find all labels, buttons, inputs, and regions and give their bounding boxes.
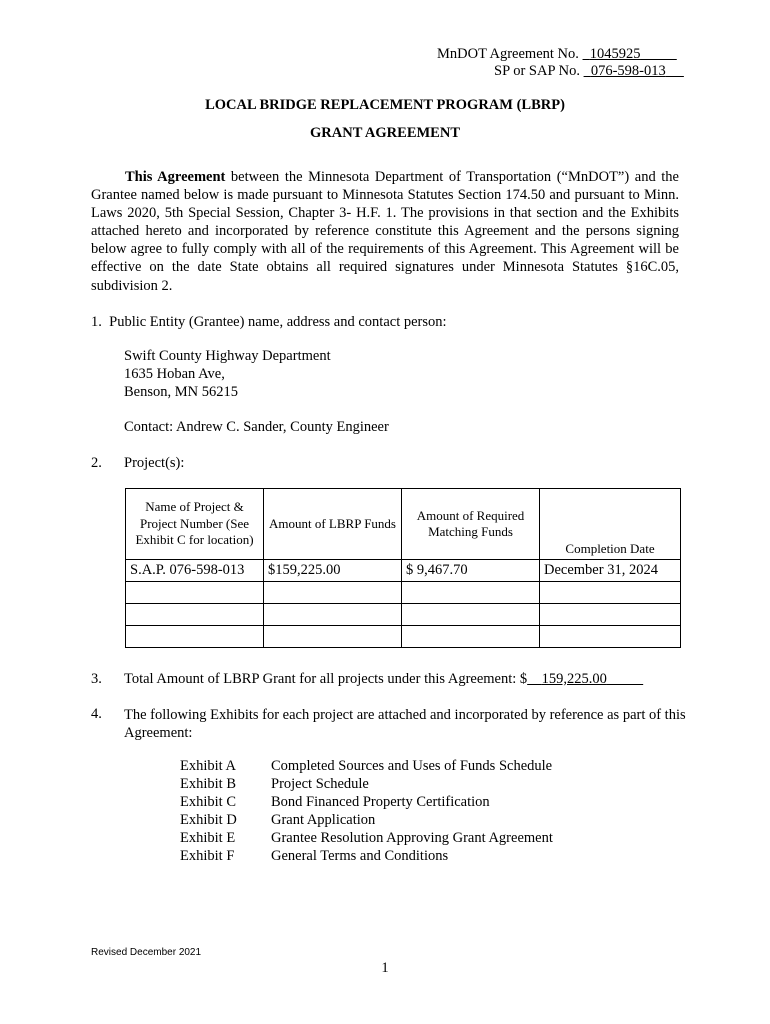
table-cell bbox=[402, 626, 540, 648]
exhibit-description: Grant Application bbox=[271, 811, 376, 828]
exhibit-label: Exhibit A bbox=[180, 758, 236, 774]
intro-body: between the Minnesota Department of Transportation (“MnDOT”) and the Grantee named below is made pursuant to Minnesota Statutes Section 174.50 and pursuant to Minn. Laws 2020, 5th Special Session, Chapter 3- H.F. 1. The provisions in that section and the Exhibits attached hereto and incorporated by reference constitute this Agreement and the persons signing below agree to fully comply with all of the requirements of this Agreement. This Agreement will be effective on the date State obtains all required signatures under Minnesota Statutes §16C.05, subdivision 2. bbox=[91, 169, 679, 294]
grantee-contact: Contact: Andrew C. Sander, County Engineer bbox=[124, 419, 389, 435]
table-header-row bbox=[126, 489, 681, 560]
table-cell bbox=[402, 582, 540, 604]
section-4-number: 4. bbox=[91, 706, 102, 722]
intro-lead: This Agreement bbox=[125, 169, 226, 185]
sp-label: SP or SAP No. bbox=[494, 63, 580, 79]
table-cell: December 31, 2024 bbox=[540, 560, 681, 582]
grant-total-value: 159,225.00 bbox=[541, 671, 607, 687]
exhibit-descriptions bbox=[271, 758, 553, 865]
section-1-heading bbox=[91, 314, 447, 331]
exhibit-description: Project Schedule bbox=[271, 775, 369, 792]
section-3-text: Total Amount of LBRP Grant for all projects under this Agreement: $ bbox=[124, 671, 528, 687]
intro-paragraph bbox=[91, 168, 679, 295]
column-header-matching-funds: Amount of Required Matching Funds bbox=[402, 489, 540, 560]
table-cell bbox=[540, 626, 681, 648]
table-cell bbox=[264, 626, 402, 648]
projects-table bbox=[125, 488, 681, 648]
table-row bbox=[126, 560, 681, 582]
exhibit-label: Exhibit D bbox=[180, 811, 237, 828]
exhibit-label: Exhibit E bbox=[180, 829, 236, 846]
table-cell bbox=[264, 582, 402, 604]
section-1-text: Public Entity (Grantee) name, address and contact person: bbox=[109, 314, 447, 330]
sp-number-value: 076-598-013 bbox=[590, 63, 666, 79]
grant-total bbox=[527, 671, 643, 687]
table-cell bbox=[126, 626, 264, 648]
grantee-address-2: Benson, MN 56215 bbox=[124, 384, 238, 400]
agreement-number-line bbox=[437, 46, 677, 63]
table-cell bbox=[540, 604, 681, 626]
page-number: 1 bbox=[381, 960, 389, 976]
table-cell bbox=[540, 582, 681, 604]
document-subtitle: GRANT AGREEMENT bbox=[310, 125, 460, 141]
table-cell: $ 9,467.70 bbox=[402, 560, 540, 582]
table-row bbox=[126, 582, 681, 604]
table-cell: S.A.P. 076-598-013 bbox=[126, 560, 264, 582]
section-1-number: 1. bbox=[91, 314, 102, 330]
table-cell bbox=[126, 604, 264, 626]
exhibit-label: Exhibit C bbox=[180, 793, 236, 810]
agreement-number bbox=[583, 46, 677, 62]
section-4-text: The following Exhibits for each project are attached and incorporated by reference as part of this Agreement: bbox=[124, 707, 686, 741]
table-cell bbox=[126, 582, 264, 604]
exhibit-label: Exhibit B bbox=[180, 775, 236, 792]
grantee-address-1: 1635 Hoban Ave, bbox=[124, 366, 225, 382]
table-row bbox=[126, 604, 681, 626]
section-2-number: 2. bbox=[91, 455, 102, 471]
exhibit-description: Completed Sources and Uses of Funds Schedule bbox=[271, 758, 553, 774]
exhibit-description: Grantee Resolution Approving Grant Agreement bbox=[271, 829, 553, 846]
agreement-number-value: 1045925 bbox=[589, 46, 641, 62]
table-cell bbox=[264, 604, 402, 626]
agreement-label: MnDOT Agreement No. bbox=[437, 46, 579, 62]
exhibit-description: General Terms and Conditions bbox=[271, 847, 449, 864]
column-header-lbrp-funds: Amount of LBRP Funds bbox=[264, 489, 402, 560]
sp-number-line bbox=[494, 63, 684, 80]
section-3-line bbox=[124, 671, 643, 688]
column-header-project: Name of Project & Project Number (See Exhibit C for location) bbox=[126, 489, 264, 560]
section-3-number: 3. bbox=[91, 671, 102, 687]
table-cell bbox=[402, 604, 540, 626]
grantee-name: Swift County Highway Department bbox=[124, 348, 331, 364]
exhibit-description: Bond Financed Property Certification bbox=[271, 793, 490, 810]
revision-note: Revised December 2021 bbox=[91, 947, 202, 958]
table-cell: $159,225.00 bbox=[264, 560, 402, 582]
sp-number bbox=[584, 63, 684, 79]
column-header-completion-date: Completion Date bbox=[540, 489, 681, 560]
table-row bbox=[126, 626, 681, 648]
exhibit-labels bbox=[180, 758, 237, 865]
section-2-heading: Project(s): bbox=[124, 455, 185, 471]
document-title: LOCAL BRIDGE REPLACEMENT PROGRAM (LBRP) bbox=[205, 97, 565, 113]
exhibit-label: Exhibit F bbox=[180, 847, 235, 864]
